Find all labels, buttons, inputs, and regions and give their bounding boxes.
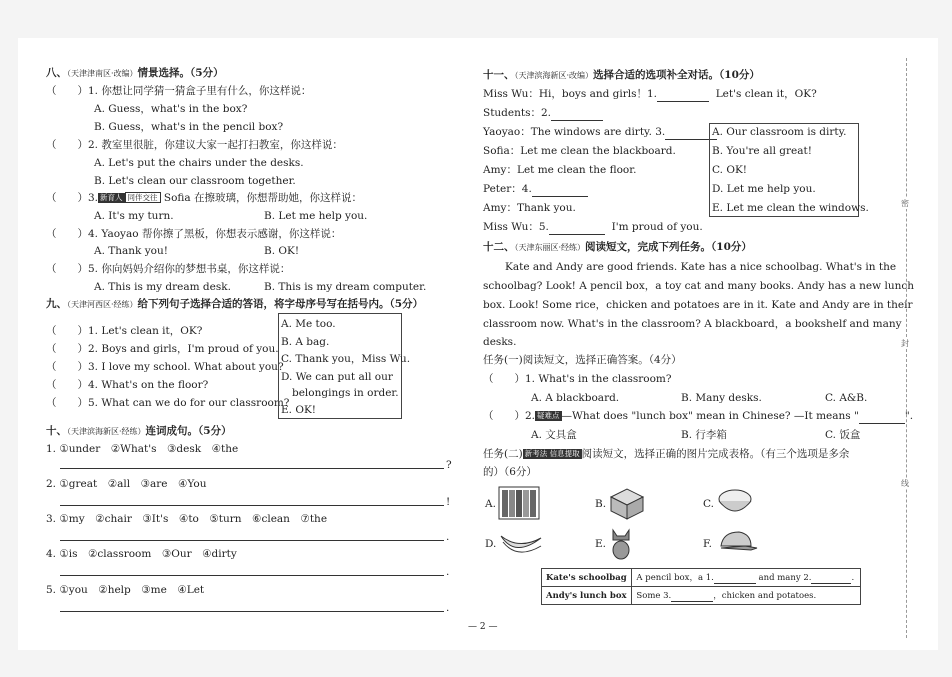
s11-line-4: Sofia：Let me clean the blackboard. [483,145,676,157]
s9-q3: （ ）3. I love my school. What about you? [46,361,284,373]
s11-line-1: Miss Wu：Hi，boys and girls！1. Let's clean it，OK? [483,88,817,100]
s9-option-d: D. We can put all our [281,371,393,383]
s11-option-b: B. You're all great! [712,145,812,157]
task1-q2-option-b: B. 行李箱 [681,429,727,441]
s11-option-c: C. OK! [712,164,748,176]
s11-option-a: A. Our classroom is dirty. [712,126,847,138]
pic-label-d: D. [485,538,497,550]
s8-q5-option-b: B. This is my dream computer. [264,281,427,293]
s10-q5-punct: . [446,602,450,614]
s8-q3-option-a: A. It's my turn. [94,210,174,222]
edge-mark-3: 线 [901,479,909,488]
passage-line-1: Kate and Andy are good friends. Kate has a nice schoolbag. What's in the [505,261,897,273]
s11-line-2: Students：2. [483,106,603,121]
s9-option-c: C. Thank you，Miss Wu. [281,353,411,365]
tag-peer-interaction: 同伴交往 [125,192,161,203]
table-blank-1[interactable] [714,573,756,584]
pic-label-a: A. [485,498,496,510]
s8-q4-option-a: A. Thank you! [94,245,168,257]
s11-line-5: Amy：Let me clean the floor. [483,164,637,176]
s11-line-8: Miss Wu：5. I'm proud of you. [483,221,703,233]
s9-option-a: A. Me too. [281,318,336,330]
s9-q2: （ ）2. Boys and girls，I'm proud of you. [46,343,279,355]
table-row [542,587,861,605]
s11-blank-2[interactable] [551,106,603,121]
task1-q1-option-c: C. A&B. [825,392,868,404]
s9-option-b: B. A bag. [281,336,330,348]
s10-q4-punct: . [446,566,450,578]
s9-option-d-cont: belongings in order. [292,387,399,399]
edge-mark-2: 封 [901,339,909,348]
s8-q3-option-b: B. Let me help you. [264,210,368,222]
passage-line-4: classroom now. What's in the classroom? A blackboard，a bookshelf and many [483,318,902,330]
s8-q2-option-a: A. Let's put the chairs under the desks. [94,157,304,169]
section-9-heading: 九、（天津河西区·经练）给下列句子选择合适的答语，将字母序号写在括号内。（5分） [46,298,424,310]
task-2-heading-cont: 的）（6分） [483,466,537,478]
s8-q5: （ ）5. 你向妈妈介绍你的梦想书桌，你这样说： [46,263,291,275]
worksheet-page [18,38,938,650]
s11-line-3: Yaoyao：The windows are dirty. 3. [483,125,717,140]
s11-option-e: E. Let me clean the windows. [712,202,869,214]
table-blank-2[interactable] [811,573,851,584]
task1-q1-option-a: A. A blackboard. [531,392,620,404]
s8-q3: （ ）3. 新育人 同伴交往 Sofia 在擦玻璃，你想帮助她，你这样说： [46,192,362,204]
s9-q5: （ ）5. What can we do for our classroom? [46,397,290,409]
task-2-heading: 任务(二) 新考法 信息提取 阅读短文，选择正确的图片完成表格。（有三个选项是多余 [483,448,850,460]
task1-q2: （ ）2. 疑难点 —What does "lunch box" mean in Chinese? —It means " ". [483,410,914,422]
s10-q5-answer-line[interactable] [60,611,444,612]
s11-blank-4[interactable] [532,182,588,197]
s11-line-6: Peter：4. [483,182,588,197]
s8-q5-option-a: A. This is my dream desk. [94,281,231,293]
rice-bowl-icon [715,485,755,519]
tag-new-education: 新育人 [100,193,123,202]
box-icon [607,485,647,521]
s8-q1: （ ）1. 你想让同学猜一猜盒子里有什么，你这样说： [46,85,312,97]
books-icon [497,485,541,521]
task1-q1-option-b: B. Many desks. [681,392,762,404]
s9-q4: （ ）4. What's on the floor? [46,379,209,391]
edge-mark-1: 密 [901,199,909,208]
section-12-heading: 十二、（天津东丽区·经练）阅读短文，完成下列任务。（10分） [483,241,752,253]
s9-option-e: E. OK! [281,404,317,416]
s10-q2-punct: ! [446,496,451,508]
s11-blank-5[interactable] [549,220,605,235]
s8-q2: （ ）2. 教室里很脏，你建议大家一起打扫教室，你这样说： [46,139,343,151]
section-8-heading: 八、（天津津南区·改编）情景选择。（5分） [46,67,224,79]
s11-option-d: D. Let me help you. [712,183,816,195]
section-11-heading: 十一、（天津滨海新区·改编）选择合适的选项补全对话。（10分） [483,69,760,81]
cap-icon [715,528,759,556]
s10-q4-answer-line[interactable] [60,575,444,576]
passage-line-3: box. Look! Some rice，chicken and potatoes are in it. Kate and Andy are in their [483,299,913,311]
s11-line-7: Amy：Thank you. [483,202,576,214]
s10-q4: 4. ①is ②classroom ③Our ④dirty [46,548,237,560]
pic-label-b: B. [595,498,607,510]
toy-cat-icon [607,526,635,560]
tag-difficult-point: 疑难点 [537,411,560,420]
task1-q1: （ ）1. What's in the classroom? [483,373,672,385]
s8-q2-option-b: B. Let's clean our classroom together. [94,175,296,187]
page-number: — 2 — [468,622,498,632]
task1-q2-option-a: A. 文具盒 [531,429,577,441]
s10-q2: 2. ①great ②all ③are ④You [46,478,207,490]
s10-q3: 3. ①my ②chair ③It's ④to ⑤turn ⑥clean ⑦the [46,513,328,525]
pic-label-e: E. [595,538,607,550]
s11-blank-1[interactable] [657,87,709,102]
s8-q4: （ ）4. Yaoyao 帮你擦了黑板，你想表示感谢，你这样说： [46,228,342,240]
task-1-heading: 任务(一)阅读短文，选择正确答案。（4分） [483,354,682,366]
tag-new-method: 新考法 信息提取 [524,449,580,458]
s8-q4-option-b: B. OK! [264,245,300,257]
s10-q1: 1. ①under ②What's ③desk ④the [46,443,239,455]
s8-q1-option-a: A. Guess，what's in the box? [94,103,248,115]
task1-q2-blank[interactable] [859,409,905,424]
pic-label-f: F. [703,538,712,550]
s8-q1-option-b: B. Guess，what's in the pencil box? [94,121,284,133]
pic-label-c: C. [703,498,714,510]
s10-q5: 5. ①you ②help ③me ④Let [46,584,205,596]
s10-q2-answer-line[interactable] [60,505,444,506]
section-10-heading: 十、（天津滨海新区·经练）连词成句。（5分） [46,425,232,437]
s10-q1-answer-line[interactable] [60,468,444,469]
s9-q1: （ ）1. Let's clean it，OK? [46,325,203,337]
answer-table [541,568,861,605]
table-row [542,569,861,587]
table-row-label: Kate's schoolbag [542,569,632,587]
passage-line-5: desks. [483,336,517,348]
s10-q1-punct: ? [446,459,452,471]
s10-q3-punct: . [446,531,450,543]
s10-q3-answer-line[interactable] [60,540,444,541]
table-row-content: Some 3. ，chicken and potatoes. [632,587,861,605]
table-blank-3[interactable] [671,591,713,602]
table-row-content: A pencil box，a 1. and many 2. . [632,569,861,587]
passage-line-2: schoolbag? Look! A pencil box，a toy cat and many books. Andy has a new lunch [483,280,914,292]
table-row-label: Andy's lunch box [542,587,632,605]
task1-q2-option-c: C. 饭盒 [825,429,861,441]
bananas-icon [497,528,545,558]
